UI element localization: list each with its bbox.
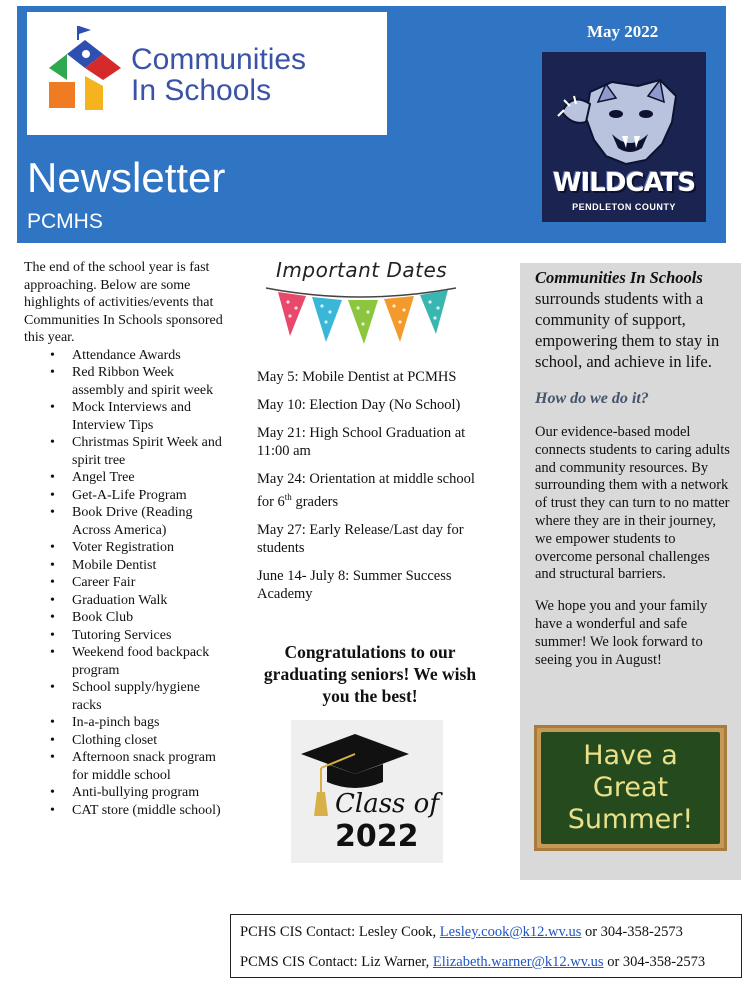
wildcats-logo (542, 52, 706, 222)
date-item: May 21: High School Graduation at 11:00 am (257, 425, 466, 459)
list-item: • Christmas Spirit Week and spirit tree (72, 434, 224, 469)
highlights-intro: The end of the school year is fast approaching. Below are some highlights of activities/events that Communities In Schools sponsored this year. (24, 260, 223, 345)
about-sidebar (520, 263, 741, 880)
class-word: Class of (335, 789, 439, 819)
email-link[interactable]: Elizabeth.warner@k12.wv.us (432, 954, 604, 970)
class-of-2022-image (291, 720, 443, 863)
chalkboard (541, 732, 720, 844)
contact-row-pchs (240, 924, 683, 941)
list-item: • Graduation Walk (72, 592, 224, 610)
class-year: 2022 (335, 819, 419, 854)
date-item: May 10: Election Day (No School) (257, 397, 461, 413)
banner-title: Important Dates (276, 258, 448, 282)
list-item: • Red Ribbon Week assembly and spirit week (72, 364, 224, 399)
date-item: May 5: Mobile Dentist at PCMHS (257, 369, 457, 385)
page-title: Newsletter (27, 154, 226, 201)
chalk-line-1: Have a (583, 740, 678, 771)
contact-row-pcms (240, 954, 705, 971)
list-item: • CAT store (middle school) (72, 802, 224, 820)
highlights-column (24, 259, 224, 819)
how-heading: How do we do it? (535, 390, 649, 407)
page-subtitle: PCMHS (27, 210, 103, 233)
list-item: • Book Club (72, 609, 224, 627)
list-item: • Attendance Awards (72, 347, 224, 365)
closing-paragraph: We hope you and your family have a wonderful and safe summer! We look forward to seeing you in August! (535, 598, 708, 668)
important-dates-list (257, 368, 495, 613)
important-dates-banner (260, 254, 460, 352)
contacts-box (230, 914, 742, 978)
mascot-subtitle: PENDLETON COUNTY (572, 202, 676, 212)
about-intro-text: surrounds students with a community of support, empowering them to stay in school, and achieve in life. (535, 289, 720, 371)
date-item: June 14- July 8: Summer Success Academy (257, 567, 452, 602)
list-item: • Career Fair (72, 574, 224, 592)
list-item: • Tutoring Services (72, 627, 224, 645)
issue-date: May 2022 (587, 22, 659, 41)
list-item: • Mobile Dentist (72, 557, 224, 575)
graduation-cap-icon (291, 720, 443, 863)
list-item: • Get-A-Life Program (72, 487, 224, 505)
list-item: • Anti-bullying program (72, 784, 224, 802)
cis-logo-icon (45, 24, 123, 114)
chalkboard-text (541, 740, 720, 836)
congrats-message: Congratulations to our graduating seniors! We wish you the best! (263, 642, 477, 706)
list-item: • School supply/hygiene racks (72, 679, 224, 714)
logo-line-2: In Schools (131, 74, 272, 107)
chalk-line-3: Summer! (567, 804, 694, 835)
list-item: • Clothing closet (72, 732, 224, 750)
model-paragraph: Our evidence-based model connects students to caring adults and community resources. By surrounding them with a network of trust they can turn to no matter where they are in their journey, we empower students to overcome personal challenges and structural barriers. (535, 424, 730, 583)
list-item: • Afternoon snack program for middle school (72, 749, 224, 784)
about-intro (535, 267, 731, 372)
newsletter-header (17, 6, 726, 243)
mascot-name: WILDCATS (552, 168, 696, 198)
date-item-text-end: graders (291, 493, 339, 510)
contact-label: PCHS CIS Contact: Lesley Cook, (240, 924, 440, 940)
list-item: • In-a-pinch bags (72, 714, 224, 732)
email-link[interactable]: Lesley.cook@k12.wv.us (439, 924, 582, 940)
highlights-list (24, 347, 224, 820)
date-item-sup: th (284, 492, 292, 502)
contact-phone: or 304-358-2573 (603, 954, 706, 970)
cis-logo-text (131, 44, 306, 106)
list-item: • Book Drive (Reading Across America) (72, 504, 224, 539)
bunting-flags-icon (260, 254, 460, 352)
about-intro-org: Communities In Schools (535, 268, 703, 287)
list-item: • Angel Tree (72, 469, 224, 487)
list-item: • Weekend food backpack program (72, 644, 224, 679)
list-item: • Mock Interviews and Interview Tips (72, 399, 224, 434)
great-summer-image (534, 725, 727, 851)
contact-phone: or 304-358-2573 (581, 924, 683, 940)
cis-logo (27, 12, 387, 135)
date-item: May 27: Early Release/Last day for students (257, 521, 464, 556)
date-item-text: May 24: Orientation at middle school for 6 (257, 471, 475, 510)
logo-line-1: Communities (131, 43, 307, 76)
date-item (257, 470, 495, 511)
contact-label: PCMS CIS Contact: Liz Warner, (240, 954, 433, 970)
list-item: • Voter Registration (72, 539, 224, 557)
chalk-line-2: Great (592, 772, 669, 803)
